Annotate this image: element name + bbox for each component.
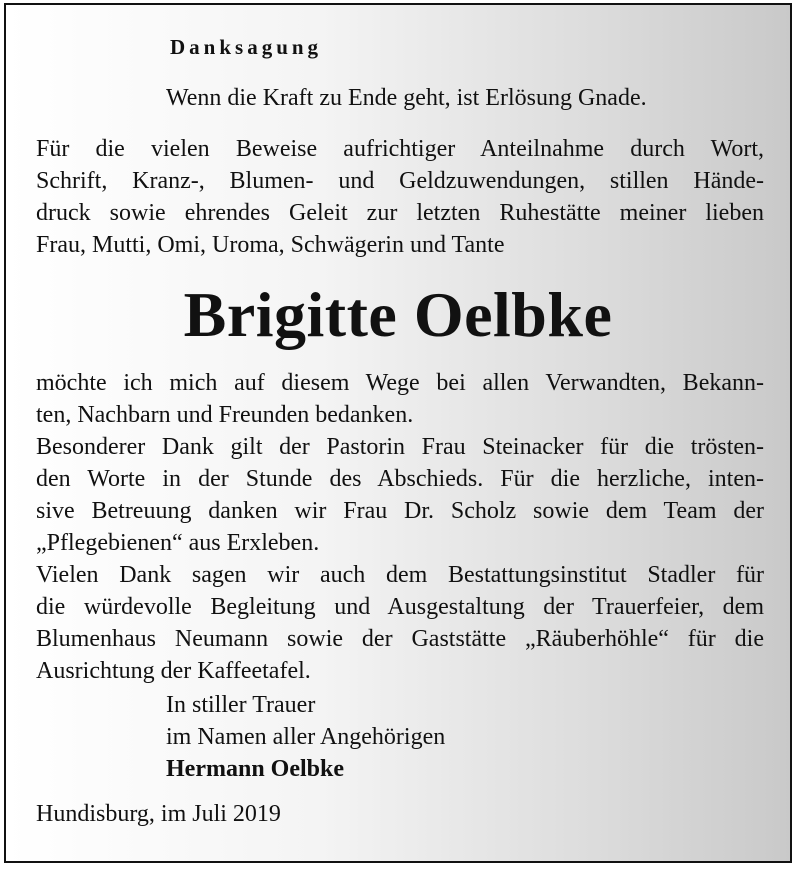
funeral-thanks-paragraph bbox=[36, 559, 764, 687]
signoff-line: im Namen aller Angehörigen bbox=[166, 724, 446, 750]
notice-motto: Wenn die Kraft zu Ende geht, ist Erlösung Gnade. bbox=[166, 85, 647, 111]
obituary-notice-frame bbox=[4, 3, 792, 863]
intro-line: Für die vielen Beweise aufrichtiger Anteilnahme durch Wort, bbox=[36, 136, 764, 162]
thanks-paragraph bbox=[36, 367, 764, 431]
funeral-thanks-line: Blumenhaus Neumann sowie der Gaststätte „Räuberhöhle“ für die bbox=[36, 626, 764, 652]
special-thanks-line: Besonderer Dank gilt der Pastorin Frau Steinacker für die trösten- bbox=[36, 434, 764, 460]
intro-line: Schrift, Kranz-, Blumen- und Geldzuwendungen, stillen Hände- bbox=[36, 168, 764, 194]
intro-line: Frau, Mutti, Omi, Uroma, Schwägerin und Tante bbox=[36, 232, 505, 258]
special-thanks-line: sive Betreuung danken wir Frau Dr. Scholz sowie dem Team der bbox=[36, 498, 764, 524]
signoff-line: In stiller Trauer bbox=[166, 692, 316, 718]
funeral-thanks-line: Ausrichtung der Kaffeetafel. bbox=[36, 658, 311, 684]
notice-heading: Danksagung bbox=[170, 35, 323, 59]
thanks-line: möchte ich mich auf diesem Wege bei allen Verwandten, Bekann- bbox=[36, 370, 764, 396]
deceased-name: Brigitte Oelbke bbox=[183, 279, 613, 350]
special-thanks-line: den Worte in der Stunde des Abschieds. Für die herzliche, inten- bbox=[36, 466, 764, 492]
thanks-line: ten, Nachbarn und Freunden bedanken. bbox=[36, 402, 414, 428]
place-date: Hundisburg, im Juli 2019 bbox=[36, 801, 281, 827]
special-thanks-line: „Pflegebienen“ aus Erxleben. bbox=[36, 530, 320, 556]
special-thanks-paragraph bbox=[36, 431, 764, 559]
funeral-thanks-line: die würdevolle Begleitung und Ausgestaltung der Trauerfeier, dem bbox=[36, 594, 764, 620]
signoff-block bbox=[166, 689, 445, 785]
intro-line: druck sowie ehrendes Geleit zur letzten Ruhestätte meiner lieben bbox=[36, 200, 764, 226]
intro-paragraph bbox=[36, 133, 764, 261]
funeral-thanks-line: Vielen Dank sagen wir auch dem Bestattungsinstitut Stadler für bbox=[36, 562, 764, 588]
signer-name: Hermann Oelbke bbox=[166, 756, 344, 782]
